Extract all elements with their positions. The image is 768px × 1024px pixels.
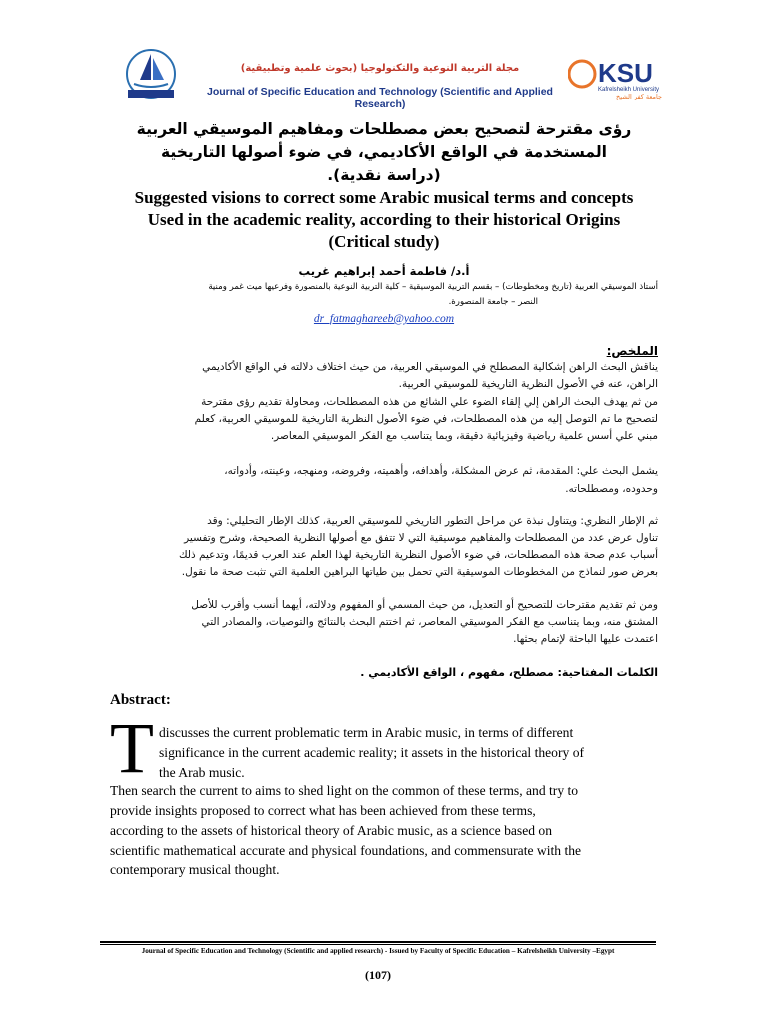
summary-line: يناقش البحث الراهن إشكالية المصطلح في الموسيقي العربية، من حيث اختلاف دلالته في الواقع الأكاديمي xyxy=(202,361,658,373)
abstract-line: the Arab music. xyxy=(159,765,245,780)
arabic-title-line-2: المستخدمة في الواقع الأكاديمي، في ضوء أصولها التاريخية xyxy=(161,143,607,161)
drop-cap: T xyxy=(110,708,154,788)
summary-line: ثم الإطار النظري: ويتناول نبذة عن مراحل التطور التاريخي للموسيقي العربية، كذلك الإطار التحليلي: وقد xyxy=(207,515,658,527)
summary-line: اعتمدت عليها الباحثة لإتمام بحثها. xyxy=(513,633,658,645)
english-title-line-2: Used in the academic reality, according to their historical Origins xyxy=(147,210,621,229)
summary-line: ومن ثم تقديم مقترحات للتصحيح أو التعديل، من حيث المسمي أو المفهوم ودلالته، أيهما أنسب وأقرب للأصل xyxy=(191,599,658,611)
english-title-line-1: Suggested visions to correct some Arabic musical terms and concepts xyxy=(134,188,634,207)
summary-line: يشمل البحث علي: المقدمة، ثم عرض المشكلة، وأهدافه، وأهميته، وفروضه، ومنهجه، وعينته، وأدواته، xyxy=(224,465,658,477)
summary-line: مبني علي أسس علمية رياضية وفيزيائية دقيقة، وبما يتناسب مع الفكر الموسيقي المعاصر. xyxy=(270,430,658,442)
page-number: (107) xyxy=(365,968,391,982)
author-name: أ.د/ فاطمة أحمد إبراهيم غريب xyxy=(298,264,470,278)
abstract-line: scientific mathematical accurate and physical foundations, and commensurate with the xyxy=(110,843,582,858)
ksu-logo-subtitle: Kafrelsheikh University xyxy=(598,87,660,93)
summary-line: الراهن، عنه في الأصول النظرية التاريخية للموسيقي العربية. xyxy=(398,378,658,390)
summary-line: أسباب عدم صحة هذه المصطلحات، في ضوء الأصول النظرية التاريخية لهذا العلم عند العرب قديمًا، وتدعيم ذلك xyxy=(178,549,658,561)
ksu-logo xyxy=(568,52,664,100)
author-email-link[interactable]: dr_fatmaghareeb@yahoo.com xyxy=(313,313,455,325)
abstract-line: significance in the current academic reality; it assets in the historical theory of xyxy=(159,745,585,760)
journal-title-english: Journal of Specific Education and Technology (Scientific and Applied Research) xyxy=(207,86,553,110)
abstract-line: Then search the current to aims to shed light on the common of these terms, and try to xyxy=(110,783,579,798)
ksu-logo-arabic: جامعة كفر الشيخ xyxy=(616,93,662,100)
author-affiliation-line-2: النصر – جامعة المنصورة. xyxy=(448,297,538,307)
summary-line: وحدوده، ومصطلحاته. xyxy=(565,483,658,495)
ksu-logo-text: KSU xyxy=(598,58,653,88)
journal-title-arabic: مجلة التربية النوعية والتكنولوجيا (بحوث علمية وتطبيقية) xyxy=(240,63,520,74)
summary-line: بعرض صور لنماذج من المخطوطات الموسيقية التي تحمل بين طياتها البراهين العلمية التي تثبت صحة ما نقول. xyxy=(181,566,658,578)
keywords: الكلمات المفتاحية: مصطلح، مفهوم ، الواقع الأكاديمي . xyxy=(360,666,658,679)
footer-divider xyxy=(100,941,656,943)
abstract-line: contemporary musical thought. xyxy=(110,862,280,877)
faculty-logo xyxy=(120,44,182,100)
english-title-line-3: (Critical study) xyxy=(328,232,440,251)
abstract-line: discusses the current problematic term in Arabic music, in terms of different xyxy=(159,725,574,740)
summary-line: تناول عرض عدد من المصطلحات والمفاهيم موسيقية التي لا تتفق مع أصولها النظرية الصحيحة، وشرح وتفسير xyxy=(184,532,658,544)
summary-line: لتصحيح ما تم التوصل إليه من هذه المصطلحات، في ضوء الأصول النظرية التاريخية للموسيقي العربية، كعلم xyxy=(194,413,658,425)
footer-divider-thin xyxy=(100,944,656,945)
arabic-title-line-1: رؤى مقترحة لتصحيح بعض مصطلحات ومفاهيم الموسيقي العربية xyxy=(136,120,632,138)
footer-text: Journal of Specific Education and Technology (Scientific and applied research) - Issued by Faculty of Specific Education – Kafrelsheikh University –Egypt xyxy=(141,947,615,955)
arabic-title-line-3: (دراسة نقدية). xyxy=(327,166,441,184)
author-affiliation-line-1: أستاذ الموسيقي العربية (تاريخ ومخطوطات) – بقسم التربية الموسيقية – كلية التربية النوعية بالمنصورة وفرعيها ميت غمر ومنية xyxy=(208,282,658,292)
summary-line: من ثم يهدف البحث الراهن إلي إلقاء الضوء علي الشائع من هذه المصطلحات، ومحاولة تقديم رؤى مقترحة xyxy=(201,396,658,408)
summary-heading: الملخص: xyxy=(606,344,658,358)
abstract-heading: Abstract: xyxy=(110,692,171,708)
abstract-line: according to the assets of historical theory of Arabic music, as a science based on xyxy=(110,823,553,838)
abstract-line: provide insights proposed to correct what has been achieved from these terms, xyxy=(110,803,536,818)
summary-line: المشتق منه، وبما يتناسب مع الفكر الموسيقي المعاصر، ثم اختتم البحث بالنتائج والتوصيات، والمصادر التي xyxy=(201,616,658,628)
